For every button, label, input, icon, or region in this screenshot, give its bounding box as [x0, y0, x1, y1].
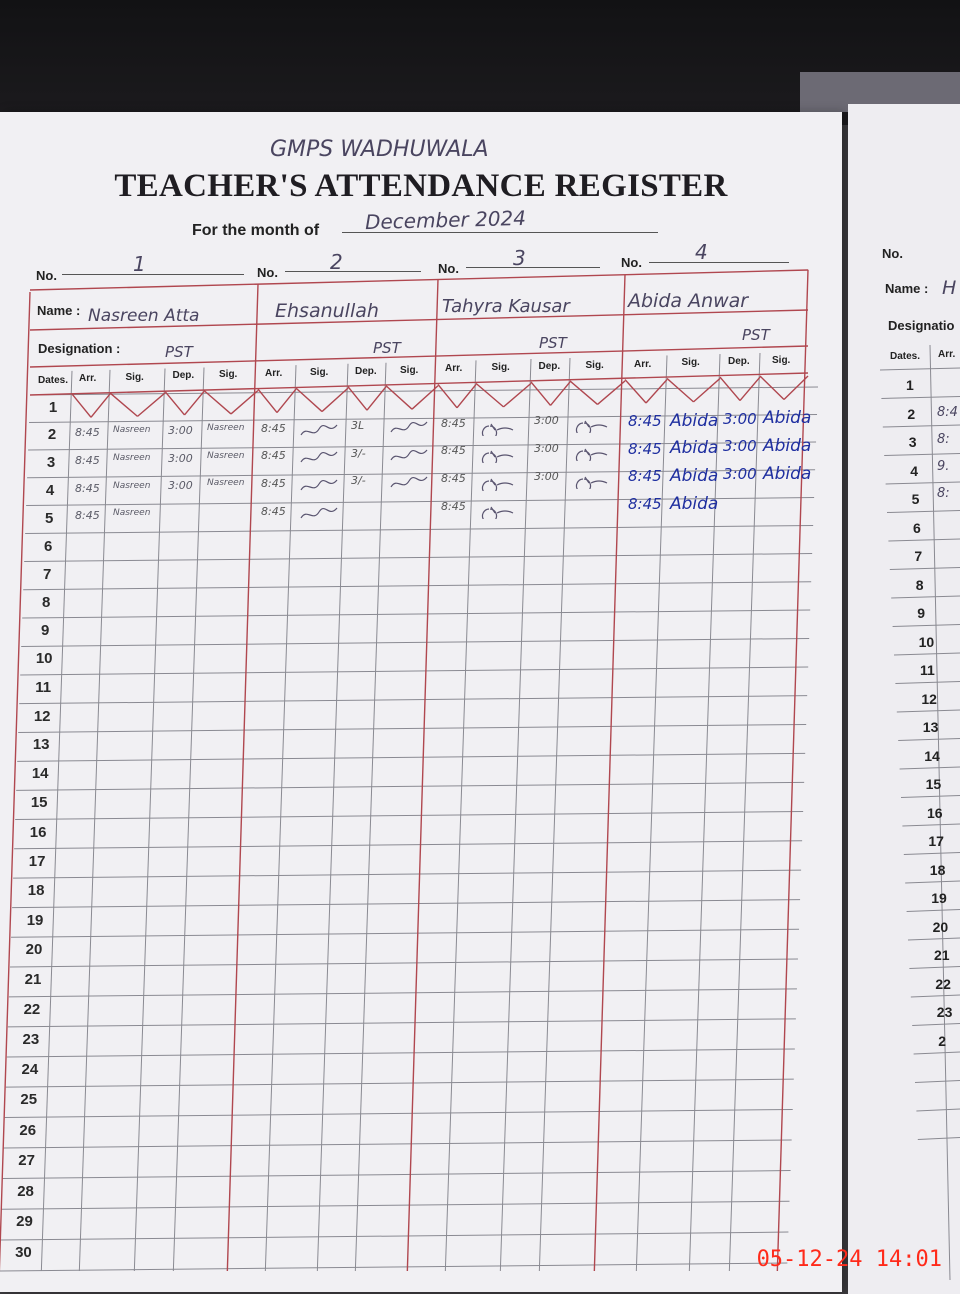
cell-teacher3-row3-col4 [573, 441, 613, 464]
cell-teacher2-row4-col1: 8:45 [261, 476, 286, 490]
cell-teacher4-row3-col2: Abida [670, 438, 719, 459]
cell-teacher1-row4-col4: Nasreen [207, 478, 245, 489]
cell-teacher3-row3-col1: 8:45 [441, 444, 466, 458]
signature-scribble-icon [479, 443, 519, 463]
cell-teacher3-row3-col2 [479, 443, 519, 466]
next-page-row-18: 18 [929, 861, 946, 878]
next-page-row-13: 13 [922, 719, 939, 735]
date-row-26: 26 [19, 1121, 37, 1139]
date-row-30: 30 [15, 1244, 32, 1262]
next-page-row-6: 6 [913, 519, 921, 536]
cell-teacher1-row3-col2: Nasreen [113, 452, 151, 463]
col-header-sig-2: Sig. [310, 367, 329, 379]
date-row-20: 20 [25, 941, 43, 959]
cell-teacher4-row3-col1: 8:45 [628, 439, 662, 458]
teacher-name-3: Tahyra Kausar [442, 296, 570, 317]
next-page-name: H [942, 277, 957, 299]
cell-teacher4-row4-col3: 3:00 [723, 464, 757, 483]
cell-teacher4-row4-col4: Abida [763, 463, 812, 484]
name-label: Name : [37, 303, 81, 318]
no-underline-2 [285, 271, 421, 272]
cell-teacher4-row4-col2: Abida [670, 466, 719, 487]
next-page-row-1: 1 [906, 377, 914, 393]
cell-teacher2-row2-col3: 3L [351, 419, 365, 433]
cell-teacher2-row3-col4 [389, 446, 429, 469]
col-header-sig2-2: Sig. [400, 364, 419, 376]
date-row-19: 19 [26, 911, 44, 929]
next-page-row-4: 4 [910, 462, 918, 479]
cell-teacher4-row2-col2: Abida [670, 410, 719, 431]
col-header-sig-3: Sig. [491, 362, 510, 374]
cell-teacher2-row4-col3: 3/- [351, 474, 366, 488]
next-page-row-7: 7 [914, 548, 923, 564]
col-header-sig-1: Sig. [125, 371, 144, 383]
cell-teacher3-row4-col2 [479, 471, 519, 494]
date-row-16: 16 [29, 823, 47, 841]
next-page-row-22: 22 [935, 975, 951, 992]
next-page-row-17: 17 [928, 833, 944, 849]
date-row-10: 10 [35, 650, 53, 668]
no-label-1: No. [36, 268, 57, 283]
cell-teacher3-row2-col1: 8:45 [441, 416, 466, 430]
signature-scribble-icon [389, 418, 429, 438]
teacher-no-4: 4 [695, 240, 708, 264]
signature-scribble-icon [299, 448, 339, 468]
date-row-27: 27 [18, 1151, 35, 1169]
cell-teacher3-row5-col2 [479, 499, 519, 522]
teacher-name-4: Abida Anwar [628, 290, 749, 312]
teacher-no-2: 2 [330, 250, 343, 274]
cell-teacher2-row5-col2 [299, 504, 339, 527]
date-row-7: 7 [42, 565, 52, 583]
date-row-11: 11 [35, 679, 52, 696]
col-header-arr-3: Arr. [445, 363, 463, 375]
signature-scribble-icon [479, 471, 519, 491]
cell-teacher4-row2-col4: Abida [763, 408, 812, 429]
col-header-dep-1: Dep. [172, 370, 195, 382]
signature-scribble-icon [573, 469, 613, 489]
date-row-1: 1 [48, 399, 58, 416]
date-row-15: 15 [30, 794, 48, 812]
month-label: For the month of [192, 222, 320, 239]
month-value: December 2024 [364, 205, 527, 235]
cell-teacher4-row5-col2: Abida [670, 493, 719, 514]
next-page-row-21: 21 [934, 947, 950, 963]
date-row-17: 17 [28, 852, 46, 870]
no-label-4: No. [621, 255, 642, 270]
cell-teacher2-row3-col3: 3/- [351, 446, 366, 460]
date-row-29: 29 [16, 1213, 33, 1231]
col-header-dep-4: Dep. [728, 356, 750, 368]
next-page-arr-3: 8: [937, 432, 950, 447]
cell-teacher4-row2-col3: 3:00 [723, 409, 757, 428]
date-row-21: 21 [24, 971, 42, 988]
signature-scribble-icon [573, 441, 613, 461]
cell-teacher1-row2-col2: Nasreen [113, 425, 151, 436]
next-page-row-20: 20 [932, 918, 949, 935]
cell-teacher3-row3-col3: 3:00 [534, 442, 559, 455]
signature-scribble-icon [389, 446, 429, 466]
cell-teacher1-row4-col2: Nasreen [113, 480, 151, 491]
next-page-arr-header: Arr. [938, 349, 956, 360]
date-row-8: 8 [42, 593, 51, 611]
cell-teacher3-row4-col4 [573, 469, 613, 492]
next-page-dates-header: Dates. [890, 351, 921, 362]
next-page-row-19: 19 [931, 890, 947, 906]
signature-scribble-icon [479, 416, 519, 436]
cell-teacher2-row3-col2 [299, 448, 339, 471]
date-row-2: 2 [47, 426, 57, 444]
col-header-arr-4: Arr. [634, 358, 652, 370]
cell-teacher1-row5-col1: 8:45 [75, 509, 100, 523]
next-page-row-15: 15 [925, 776, 942, 792]
designation-4: PST [742, 326, 770, 344]
cell-teacher1-row2-col3: 3:00 [168, 423, 193, 437]
cell-teacher3-row4-col1: 8:45 [441, 472, 466, 486]
date-row-25: 25 [20, 1091, 38, 1109]
no-underline-4 [649, 262, 789, 263]
signature-scribble-icon [299, 476, 339, 496]
signature-scribble-icon [573, 413, 613, 433]
next-page-row-9: 9 [917, 605, 925, 621]
signature-scribble-icon [299, 504, 339, 524]
date-row-18: 18 [27, 882, 45, 900]
col-header-sig-4: Sig. [681, 357, 700, 369]
next-page-row-16: 16 [927, 804, 943, 821]
cell-teacher4-row3-col3: 3:00 [723, 437, 757, 456]
next-page-arr-4: 9. [937, 459, 950, 474]
next-page-row-8: 8 [915, 576, 924, 593]
designation-2: PST [373, 339, 401, 357]
date-row-23: 23 [22, 1030, 40, 1048]
cell-teacher2-row4-col4 [389, 473, 429, 496]
cell-teacher4-row4-col1: 8:45 [628, 467, 662, 486]
next-page-designation-label: Designatio [888, 318, 955, 333]
col-header-dep-3: Dep. [538, 360, 561, 372]
cell-teacher3-row2-col2 [479, 416, 519, 439]
teacher-no-1: 1 [133, 252, 146, 276]
date-row-9: 9 [41, 622, 50, 640]
next-page-name-label: Name : [885, 281, 929, 296]
col-header-sig2-1: Sig. [219, 369, 238, 381]
cell-teacher3-row2-col4 [573, 413, 613, 436]
next-page-row-14: 14 [924, 747, 940, 764]
cell-teacher4-row3-col4: Abida [763, 436, 812, 457]
cell-teacher2-row2-col1: 8:45 [261, 421, 286, 435]
next-page-arr-2: 8:4 [937, 405, 958, 420]
cell-teacher1-row3-col4: Nasreen [207, 450, 245, 461]
cell-teacher4-row5-col1: 8:45 [628, 495, 662, 514]
next-page-row-23: 23 [936, 1004, 953, 1020]
teacher-no-3: 3 [513, 246, 526, 270]
col-header-arr-2: Arr. [265, 368, 283, 380]
next-page-row-10: 10 [918, 633, 935, 650]
cell-teacher1-row2-col4: Nasreen [207, 422, 245, 433]
date-row-5: 5 [44, 509, 54, 527]
teacher-name-2: Ehsanullah [275, 300, 379, 322]
dates-header: Dates. [38, 375, 69, 386]
no-label-2: No. [257, 265, 278, 280]
date-row-14: 14 [31, 765, 49, 783]
no-underline-1 [62, 274, 244, 275]
date-row-22: 22 [23, 1000, 41, 1018]
signature-scribble-icon [479, 499, 519, 519]
teacher-name-1: Nasreen Atta [88, 306, 200, 326]
date-row-13: 13 [32, 736, 50, 754]
date-row-24: 24 [21, 1060, 39, 1078]
date-row-12: 12 [33, 707, 51, 725]
col-header-arr-1: Arr. [79, 372, 97, 384]
next-page-no-label: No. [882, 246, 903, 261]
col-header-sig2-4: Sig. [772, 355, 791, 367]
cell-teacher2-row2-col2 [299, 421, 339, 444]
cell-teacher1-row4-col3: 3:00 [168, 479, 193, 493]
cell-teacher4-row2-col1: 8:45 [628, 411, 662, 430]
cell-teacher2-row2-col4 [389, 418, 429, 441]
cell-teacher1-row3-col1: 8:45 [75, 453, 100, 467]
next-page-row-24: 2 [938, 1032, 946, 1049]
cell-teacher1-row4-col1: 8:45 [75, 481, 100, 495]
no-underline-3 [466, 267, 600, 268]
date-row-4: 4 [45, 481, 55, 499]
no-label-3: No. [438, 261, 459, 276]
cell-teacher1-row3-col3: 3:00 [168, 451, 193, 465]
signature-scribble-icon [299, 421, 339, 441]
timestamp-overlay: 05-12-24 14:01 [756, 1247, 942, 1272]
cell-teacher2-row4-col2 [299, 476, 339, 499]
next-page-row-3: 3 [908, 434, 917, 450]
cell-teacher3-row5-col1: 8:45 [441, 499, 466, 513]
cell-teacher3-row2-col3: 3:00 [534, 414, 559, 428]
next-page-row-12: 12 [921, 690, 937, 707]
next-page-row-2: 2 [907, 405, 916, 422]
date-row-6: 6 [43, 537, 53, 555]
cell-teacher1-row5-col2: Nasreen [113, 508, 151, 519]
next-page-row-11: 11 [920, 662, 935, 678]
next-page-row-5: 5 [911, 491, 920, 507]
col-header-sig2-3: Sig. [585, 359, 604, 371]
register-title: TEACHER'S ATTENDANCE REGISTER [114, 168, 728, 204]
date-row-3: 3 [46, 454, 56, 472]
cell-teacher2-row5-col1: 8:45 [261, 504, 286, 518]
cell-teacher3-row4-col3: 3:00 [534, 469, 559, 483]
signature-scribble-icon [389, 473, 429, 493]
date-row-28: 28 [17, 1182, 34, 1200]
designation-3: PST [539, 334, 567, 352]
designation-label: Designation : [38, 341, 121, 356]
next-page-arr-5: 8: [937, 486, 950, 501]
cell-teacher2-row3-col1: 8:45 [261, 449, 286, 463]
school-name: GMPS WADHUWALA [270, 137, 489, 162]
col-header-dep-2: Dep. [355, 365, 377, 377]
designation-1: PST [165, 343, 193, 361]
cell-teacher1-row2-col1: 8:45 [75, 426, 100, 440]
